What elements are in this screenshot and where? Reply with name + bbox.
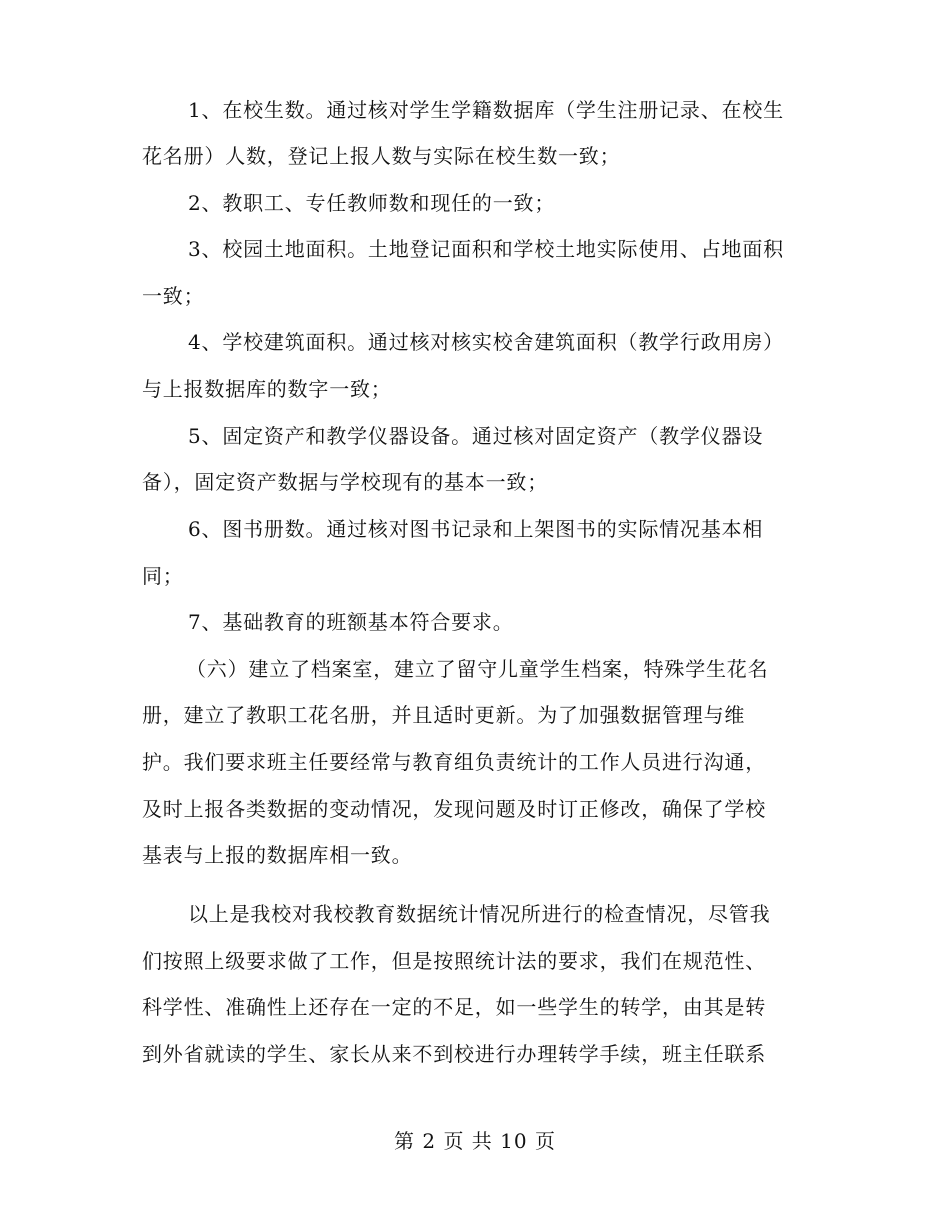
- text-line: 及时上报各类数据的变动情况，发现问题及时订正修改，确保了学校: [142, 797, 766, 821]
- text-line: 以上是我校对我校教育数据统计情况所进行的检查情况，尽管我: [188, 902, 771, 926]
- text-line: 护。我们要求班主任要经常与教育组负责统计的工作人员进行沟通，: [142, 750, 766, 774]
- text-line: 3、校园土地面积。土地登记面积和学校土地实际使用、占地面积: [188, 237, 784, 261]
- text-line: 册，建立了教职工花名册，并且适时更新。为了加强数据管理与维: [142, 703, 746, 727]
- text-line: 2、教职工、专任教师数和现任的一致；: [188, 191, 556, 215]
- text-line: 1、在校生数。通过核对学生学籍数据库（学生注册记录、在校生: [188, 98, 784, 122]
- text-line: 们按照上级要求做了工作，但是按照统计法的要求，我们在规范性、: [142, 949, 766, 973]
- text-line: 备），固定资产数据与学校现有的基本一致；: [142, 470, 548, 494]
- text-line: 一致；: [142, 284, 205, 308]
- text-line: 4、学校建筑面积。通过核对核实校舍建筑面积（教学行政用房）: [188, 330, 784, 354]
- page-number-footer: 第 2 页 共 10 页: [394, 1129, 556, 1153]
- text-line: （六）建立了档案室，建立了留守儿童学生档案，特殊学生花名: [186, 657, 769, 681]
- text-line: 6、图书册数。通过核对图书记录和上架图书的实际情况基本相: [188, 517, 764, 541]
- text-line: 同；: [142, 564, 184, 588]
- text-line: 7、基础教育的班额基本符合要求。: [188, 610, 514, 634]
- text-line: 与上报数据库的数字一致；: [142, 377, 392, 401]
- text-line: 到外省就读的学生、家长从来不到校进行办理转学手续，班主任联系: [142, 1042, 766, 1066]
- text-line: 花名册）人数，登记上报人数与实际在校生数一致；: [142, 144, 621, 168]
- text-line: 5、固定资产和教学仪器设备。通过核对固定资产（教学仪器设: [188, 424, 764, 448]
- text-line: 基表与上报的数据库相一致。: [142, 843, 413, 867]
- text-line: 科学性、准确性上还存在一定的不足，如一些学生的转学，由其是转: [142, 995, 766, 1019]
